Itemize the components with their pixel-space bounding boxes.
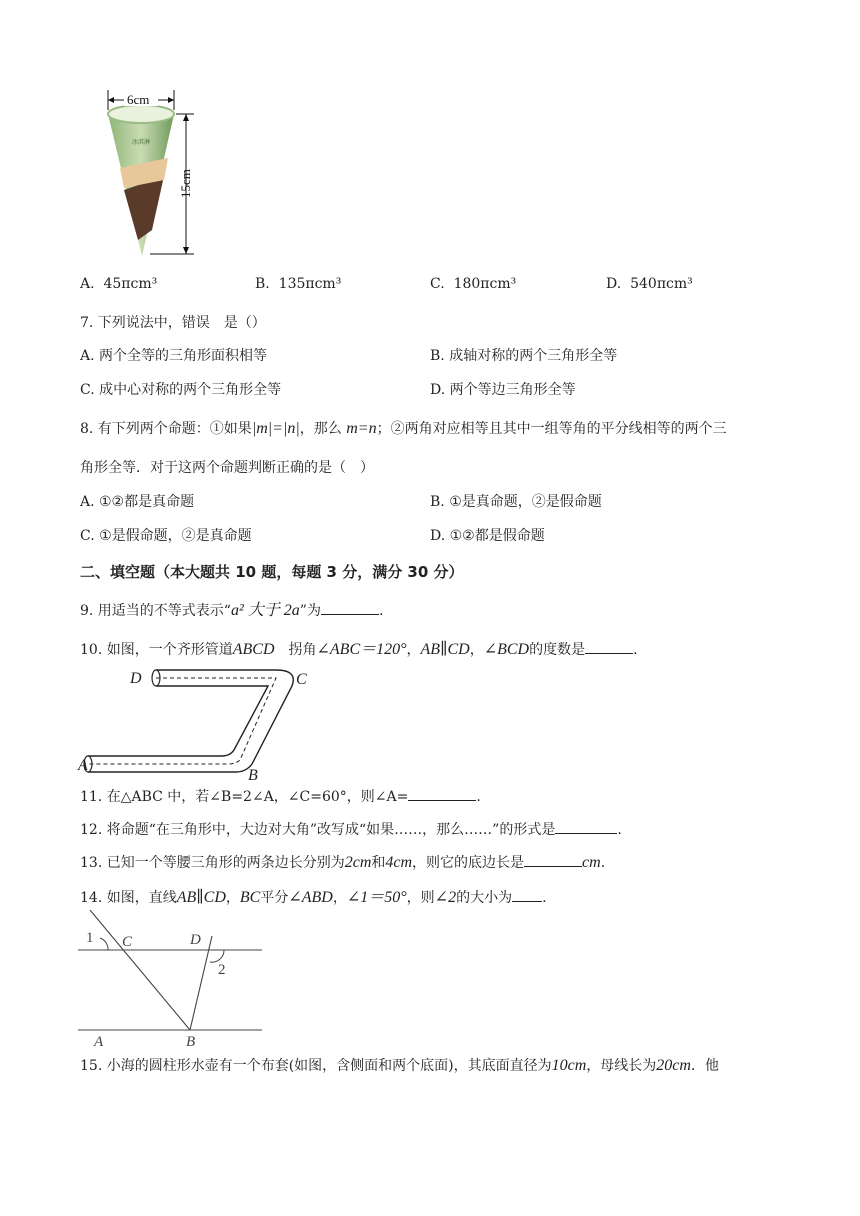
q11-answer-blank[interactable]	[408, 786, 476, 801]
q13-answer-blank[interactable]	[524, 852, 582, 867]
cone-product-text: 冰淇淋	[132, 140, 151, 146]
q12-line: 12. 将命题“在三角形中，大边对大角”改写成“如果……，那么……”的形式是 .	[80, 819, 622, 840]
q7-stem: 7. 下列说法中，错误 是（）	[80, 315, 266, 331]
q14-label-a: A	[94, 1034, 104, 1050]
q6-option-d: D. 540πcm³	[606, 276, 693, 292]
q8-m-eq-n: m=n	[346, 420, 377, 437]
q10-answer-blank[interactable]	[585, 639, 633, 654]
q10-label-a: A	[78, 757, 88, 774]
q8-option-a: A. ①②都是真命题	[80, 494, 195, 510]
cone-rim	[108, 105, 174, 123]
cone-width-label: 6cm	[127, 92, 150, 107]
q14-label-c: C	[122, 934, 133, 950]
q14-label-d: D	[190, 932, 201, 948]
q10-label-d: D	[130, 670, 142, 687]
q10-line: 10. 如图，一个齐形管道ABCD 拐角∠ABC＝120°，AB∥CD，∠BCD的度数是 .	[80, 641, 638, 658]
q9-answer-blank[interactable]	[321, 600, 379, 615]
q14-label-b: B	[186, 1034, 196, 1050]
q11-line: 11. 在△ABC 中，若∠B=2∠A，∠C=60°，则∠A= .	[80, 786, 481, 807]
section2-title: 二、填空题（本大题共 10 题，每题 3 分，满分 30 分）	[80, 563, 464, 581]
q7-option-d: D. 两个等边三角形全等	[430, 382, 576, 398]
q7-option-a: A. 两个全等的三角形面积相等	[80, 348, 268, 364]
q13-line: 13. 已知一个等腰三角形的两条边长分别为2cm和4cm，则它的底边长是 cm.	[80, 854, 606, 871]
q14-label-1: 1	[86, 930, 94, 946]
q10-label-c: C	[296, 671, 307, 688]
q15-line: 15. 小海的圆柱形水壶有一个布套(如图，含侧面和两个底面)，其底面直径为10cm，母线长为20cm．他	[80, 1057, 719, 1074]
q14-answer-blank[interactable]	[512, 887, 542, 902]
q8-option-d: D. ①②都是假命题	[430, 528, 545, 544]
q8-option-c: C. ①是假命题，②是真命题	[80, 528, 252, 544]
q6-option-b: B. 135πcm³	[255, 276, 342, 292]
q8-abs-expr: |m|=|n|	[251, 420, 300, 437]
q6-option-c: C. 180πcm³	[430, 276, 517, 292]
cone-figure	[80, 80, 205, 260]
q14-lines-figure	[78, 910, 268, 1050]
q14-line: 14. 如图，直线AB∥CD，BC平分∠ABD，∠1＝50°，则∠2的大小为 .	[80, 889, 547, 906]
q9-line: 9. 用适当的不等式表示“a² 大于 2a”为 .	[80, 602, 384, 619]
q10-label-b: B	[248, 767, 258, 784]
q12-answer-blank[interactable]	[555, 819, 617, 834]
q7-option-b: B. 成轴对称的两个三角形全等	[430, 348, 618, 364]
cone-height-label: 15cm	[178, 169, 193, 198]
q8-stem-line1: 8. 有下列两个命题：①如果|m|=|n|，那么 m=n；②两角对应相等且其中一组等角的平分线相等的两个三	[80, 420, 727, 437]
q10-pipe-figure	[76, 664, 316, 784]
q6-option-a: A. 45πcm³	[80, 276, 158, 292]
q8-option-b: B. ①是真命题，②是假命题	[430, 494, 602, 510]
q14-label-2: 2	[218, 962, 226, 978]
q7-option-c: C. 成中心对称的两个三角形全等	[80, 382, 282, 398]
q9-expr: a² 大于 2a	[230, 602, 300, 619]
q8-stem-line2: 角形全等．对于这两个命题判断正确的是（ ）	[80, 460, 374, 476]
